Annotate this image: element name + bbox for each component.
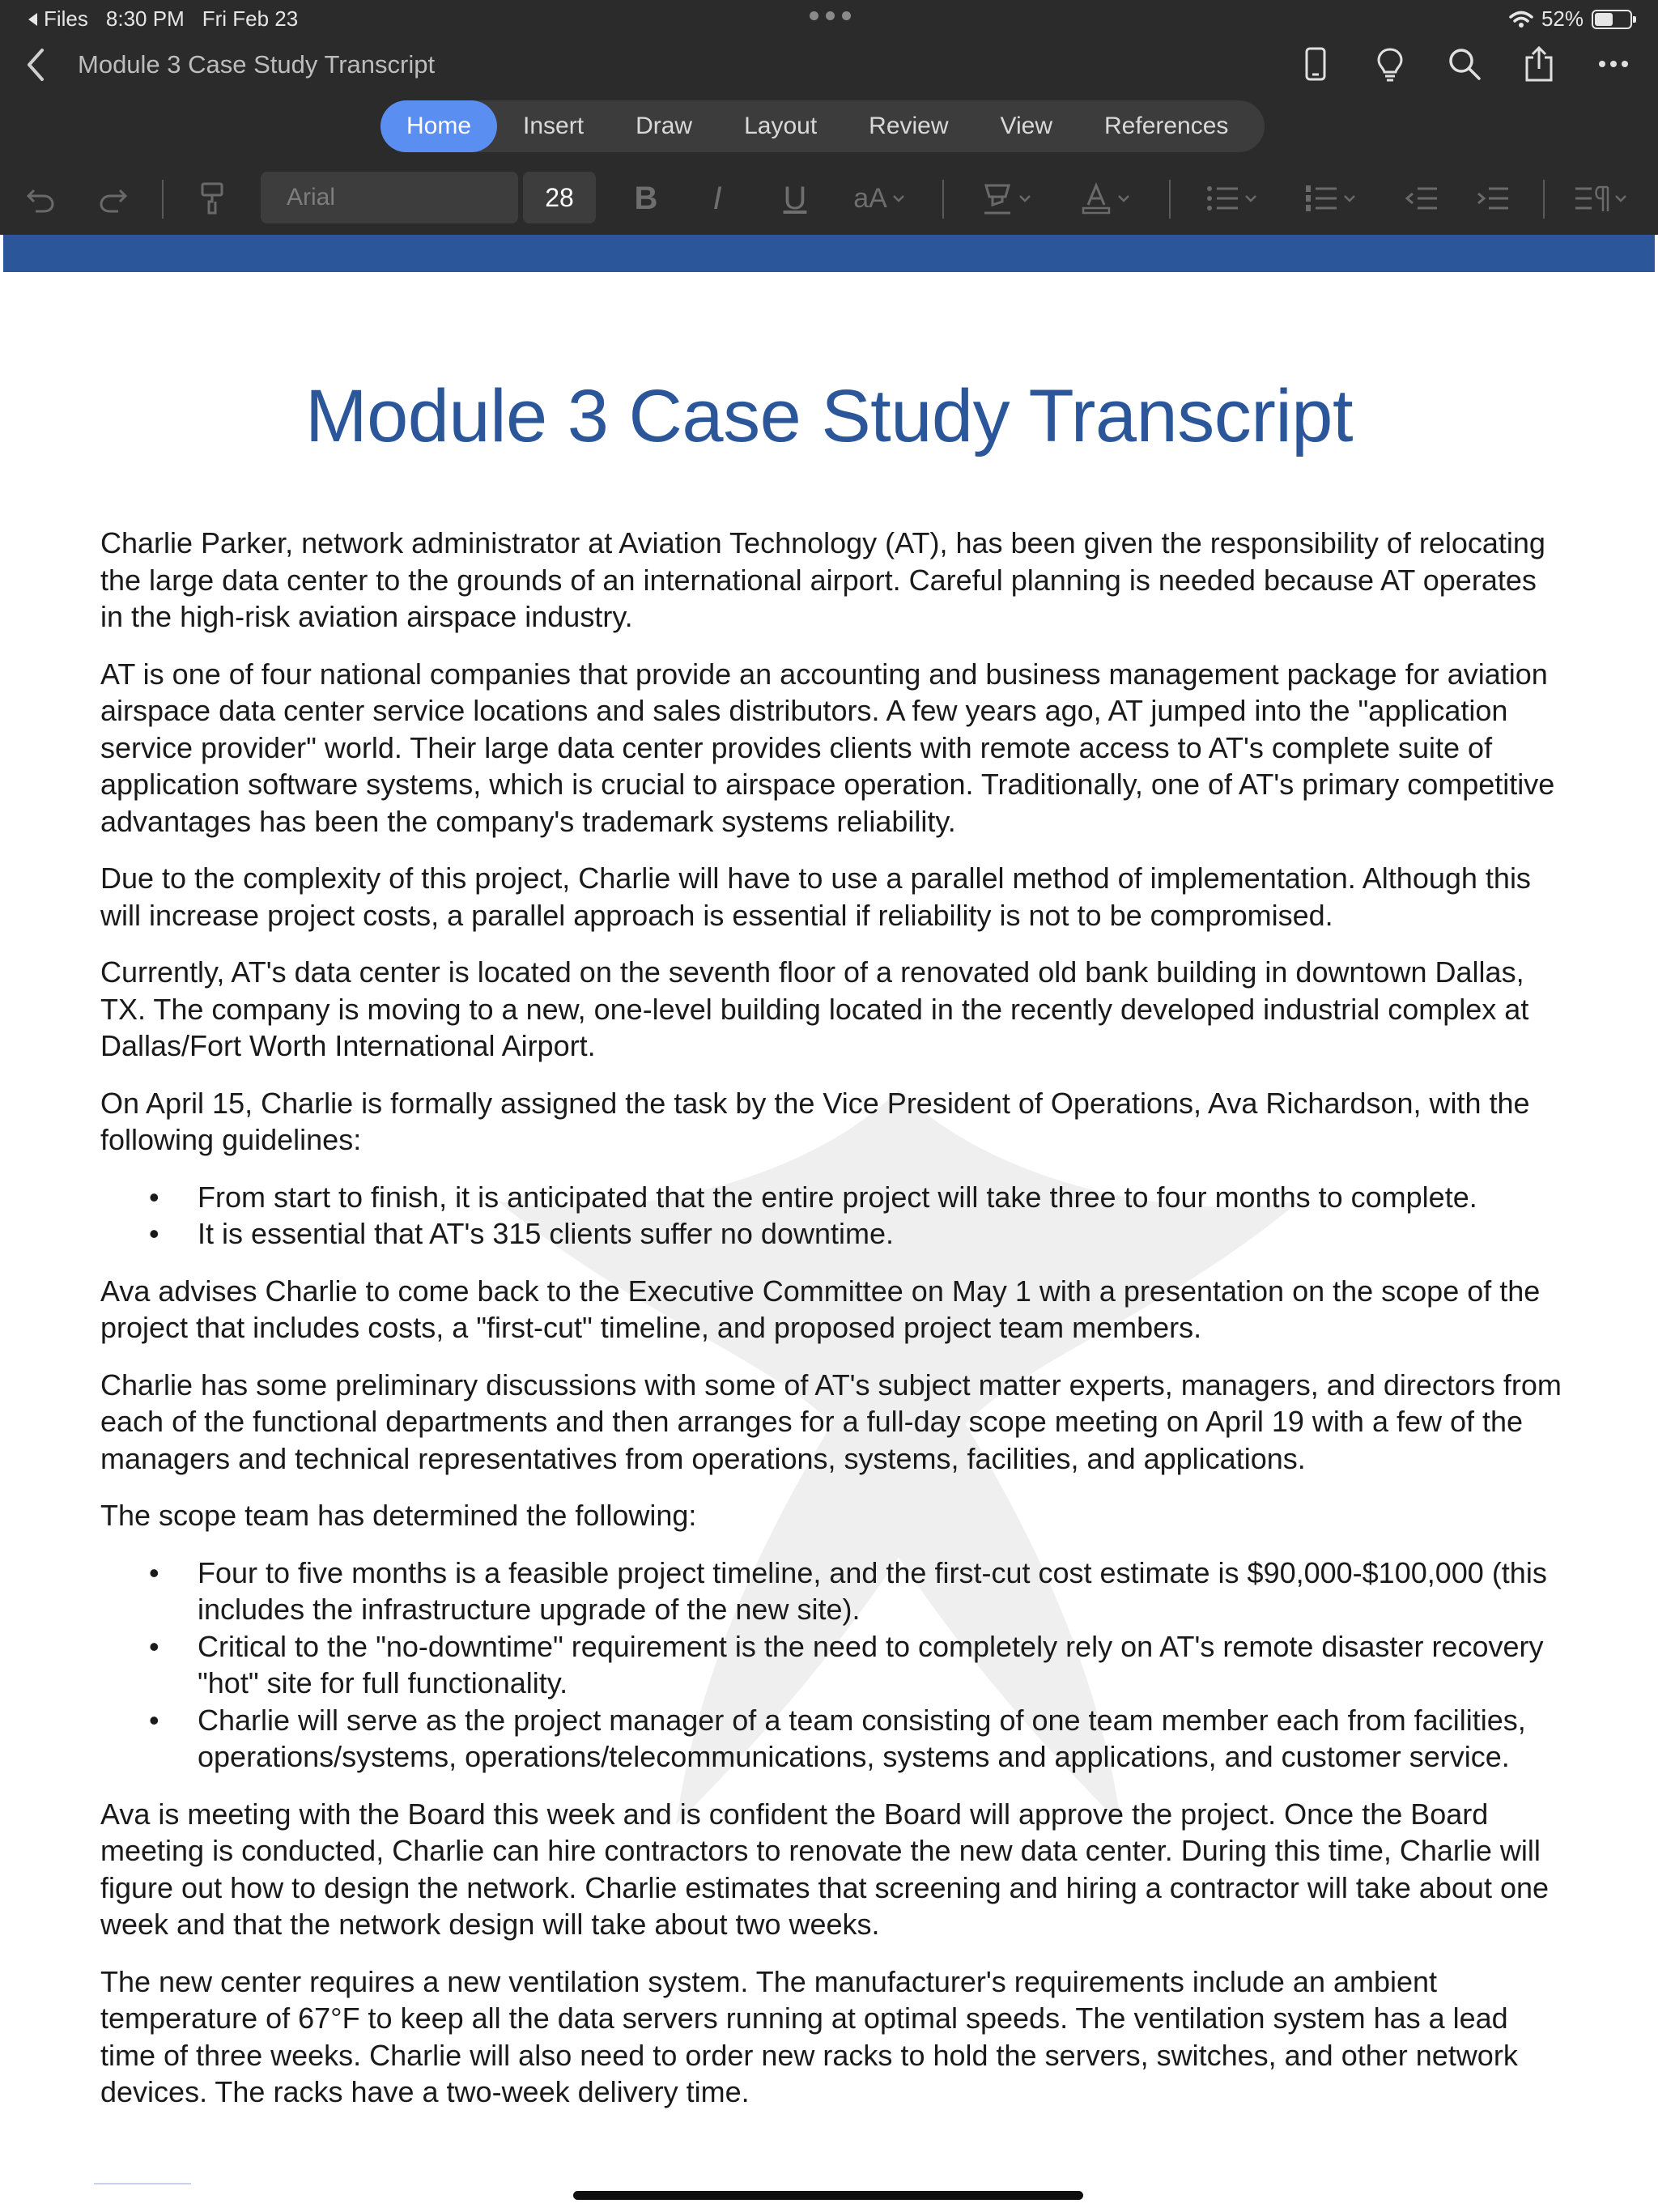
font-color-button[interactable]	[1070, 168, 1140, 228]
ideas-button[interactable]	[1370, 44, 1410, 84]
tab-insert[interactable]: Insert	[523, 113, 585, 139]
page-header-band	[3, 235, 1655, 272]
bullet-list-button[interactable]	[1197, 168, 1266, 228]
paragraph: Charlie has some preliminary discussions with some of AT's subject matter experts, managers, and directors from each of the functional departments and then arranges for a full-day scope meeting on April 19 with a few of the managers and technical representatives from operations, systems, facilities, and applications.	[100, 1368, 1562, 1475]
paragraph: The scope team has determined the following:	[100, 1499, 697, 1532]
battery-icon	[1592, 10, 1632, 29]
status-time: 8:30 PM	[105, 6, 185, 31]
toolbar-divider	[1169, 180, 1171, 219]
paragraph: Due to the complexity of this project, Charlie will have to use a parallel method of implementation. Although this will increase project costs, a parallel approach is essential if reliability is not to be compromised.	[100, 861, 1531, 932]
tab-references[interactable]: References	[1104, 113, 1229, 139]
tab-layout[interactable]: Layout	[744, 113, 818, 139]
guidelines-list	[100, 1179, 1566, 1253]
paragraph: Ava is meeting with the Board this week and is confident the Board will approve the project. Once the Board meeting is conducted, Charlie can hire contractors to renovate the new data center. During this time, Charlie will figure out how to design the network. Charlie estimates that screening and hiring a contractor will take about one week and that the network design will take about two weeks.	[100, 1797, 1550, 1941]
font-size-field[interactable]: 28	[523, 172, 596, 223]
page-footer-hint	[94, 2183, 191, 2184]
back-to-app[interactable]	[26, 6, 88, 32]
bold-button[interactable]: B	[634, 180, 658, 216]
increase-indent-icon	[1476, 184, 1510, 213]
more-icon	[1597, 59, 1630, 69]
decrease-indent-button[interactable]	[1399, 168, 1444, 228]
share-button[interactable]	[1519, 44, 1559, 84]
paragraph: On April 15, Charlie is formally assigned the task by the Vice President of Operations, Ava Richardson, with the following guidelines:	[100, 1086, 1530, 1156]
document-title: Module 3 Case Study Transcript	[78, 50, 436, 79]
multitasking-dots[interactable]	[810, 11, 851, 20]
list-item: • From start to finish, it is anticipated that the entire project will take three to four months to complete.	[100, 1179, 1566, 1216]
numbered-list-icon	[1304, 184, 1338, 213]
paragraph: Charlie Parker, network administrator at Aviation Technology (AT), has been given the responsibility of relocating the large data center to the grounds of an international airport. Careful planning is needed because AT operates in the high-risk aviation airspace industry.	[100, 526, 1545, 633]
paragraph: AT is one of four national companies that provide an accounting and business management package for aviation airspace data center service locations and sales distributors. A few years ago, AT jumped into the "application service provider" world. Their large data center provides clients with remote access to AT's complete suite of application software systems, which is crucial to airspace operation. Traditionally, one of AT's primary competitive advantages has been the company's trademark systems reliability.	[100, 657, 1555, 838]
toolbar-divider	[162, 180, 164, 219]
numbered-list-button[interactable]	[1295, 168, 1365, 228]
undo-icon	[24, 182, 57, 215]
wifi-icon	[1509, 11, 1533, 28]
lightbulb-icon	[1375, 46, 1405, 82]
document-body	[100, 525, 1566, 2131]
list-item: • Charlie will serve as the project manager of a team consisting of one team member each from facilities, operations/systems, operations/telecommunications, systems and applications, and customer service.	[100, 1702, 1566, 1776]
list-item: • It is essential that AT's 315 clients suffer no downtime.	[100, 1215, 1566, 1253]
chevron-down-icon	[1018, 194, 1031, 202]
app-chrome	[0, 0, 1658, 235]
title-bar	[0, 39, 1658, 94]
highlighter-icon	[981, 181, 1014, 216]
search-icon	[1447, 46, 1482, 82]
chevron-down-icon	[1343, 194, 1356, 202]
home-indicator[interactable]	[573, 2191, 1083, 2200]
document-heading: Module 3 Case Study Transcript	[304, 375, 1354, 457]
font-color-icon	[1080, 181, 1112, 216]
share-icon	[1523, 45, 1555, 83]
underline-button[interactable]: U	[783, 180, 807, 216]
paragraph-icon	[1574, 184, 1609, 213]
tab-home[interactable]: Home	[380, 100, 497, 152]
toolbar-divider	[942, 180, 944, 219]
font-name-field[interactable]: Arial	[261, 172, 518, 223]
tab-review[interactable]: Review	[869, 113, 949, 139]
phone-icon	[1303, 46, 1328, 82]
back-triangle-icon	[26, 11, 39, 28]
font-size-menu-label: aA	[853, 182, 887, 214]
ribbon-tabs	[380, 100, 1265, 152]
document-page[interactable]	[0, 272, 1658, 2212]
italic-button[interactable]: I	[712, 180, 722, 216]
paragraph: The new center requires a new ventilation system. The manufacturer's requirements include an ambient temperature of 67°F to keep all the data servers running at optimal speeds. The ventilation system has a lead time of three weeks. Charlie will also need to order new racks to hold the servers, switches, and other network devices. The racks have a two-week delivery time.	[100, 1964, 1518, 2108]
paragraph: Currently, AT's data center is located on the seventh floor of a renovated old bank building in downtown Dallas, TX. The company is moving to a new, one-level building located in the recently developed industrial complex at Dallas/Fort Worth International Airport.	[100, 955, 1529, 1062]
formatting-toolbar	[0, 168, 1658, 228]
paragraph: Ava advises Charlie to come back to the Executive Committee on May 1 with a presentation on the scope of the project that includes costs, a "first-cut" timeline, and proposed project team members.	[100, 1274, 1541, 1344]
chevron-down-icon	[1244, 194, 1257, 202]
list-item: • Critical to the "no-downtime" requirement is the need to completely rely on AT's remote disaster recovery "hot" site for full functionality.	[100, 1628, 1566, 1702]
back-button[interactable]	[18, 42, 58, 87]
toolbar-divider	[1543, 180, 1545, 219]
format-painter-button[interactable]	[189, 168, 235, 228]
chevron-down-icon	[1117, 194, 1130, 202]
decrease-indent-icon	[1405, 184, 1439, 213]
undo-button[interactable]	[18, 168, 63, 228]
mobile-view-button[interactable]	[1295, 44, 1336, 84]
paintbrush-icon	[198, 181, 226, 216]
scope-findings-list	[100, 1555, 1566, 1776]
more-options-button[interactable]	[1593, 44, 1634, 84]
chevron-down-icon	[892, 194, 905, 202]
tab-draw[interactable]: Draw	[636, 113, 693, 139]
list-item: • Four to five months is a feasible project timeline, and the first-cut cost estimate is $90,000-$100,000 (this includes the infrastructure upgrade of the new site).	[100, 1555, 1566, 1628]
status-date: Fri Feb 23	[202, 6, 299, 31]
back-app-label: Files	[44, 6, 88, 31]
font-size-menu-button[interactable]	[847, 168, 912, 228]
increase-indent-button[interactable]	[1470, 168, 1516, 228]
redo-button[interactable]	[91, 168, 136, 228]
chevron-down-icon	[1614, 194, 1627, 202]
chevron-left-icon	[18, 42, 58, 87]
paragraph-format-button[interactable]	[1566, 168, 1635, 228]
tab-view[interactable]: View	[1000, 113, 1053, 139]
status-bar	[0, 0, 1658, 39]
battery-percent: 52%	[1541, 6, 1584, 31]
search-button[interactable]	[1444, 44, 1485, 84]
highlight-button[interactable]	[971, 168, 1041, 228]
redo-icon	[97, 182, 130, 215]
bullet-list-icon	[1205, 184, 1239, 213]
